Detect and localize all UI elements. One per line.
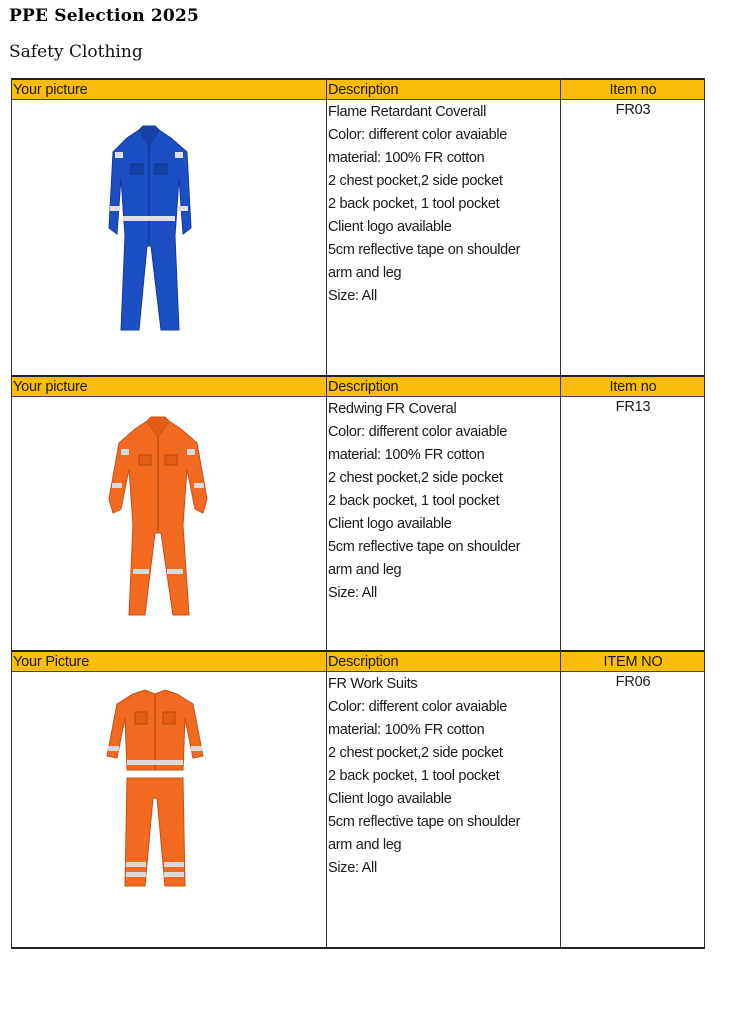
item-no-cell: FR03 [615,102,651,118]
description-line: Size: All [328,288,377,304]
product-section-fr03 [11,78,705,375]
table-header-row [11,650,705,672]
blue-coverall-icon [99,116,199,336]
description-line: Color: different color avaiable [328,424,508,440]
description-cell [328,398,558,605]
description-line: 2 back pocket, 1 tool pocket [328,196,500,212]
description-line: Size: All [328,585,377,601]
table-bottom-border [11,947,705,949]
orange-coverall-icon [103,409,213,621]
header-item-no: ITEM NO [603,654,663,670]
table-header-row [11,375,705,397]
description-line: material: 100% FR cotton [328,447,485,463]
document-subtitle: Safety Clothing [9,42,143,62]
description-line: 5cm reflective tape on shoulder [328,814,521,830]
header-picture: Your Picture [13,654,90,670]
description-cell [328,101,558,308]
header-description: Description [328,379,399,395]
description-line: Redwing FR Coveral [328,401,457,417]
description-line: 2 back pocket, 1 tool pocket [328,768,500,784]
table-row [11,100,705,375]
description-line: Size: All [328,860,377,876]
description-line: FR Work Suits [328,676,418,692]
description-line: 2 chest pocket,2 side pocket [328,173,503,189]
description-line: 5cm reflective tape on shoulder [328,242,521,258]
description-line: arm and leg [328,837,402,853]
table-header-row [11,78,705,100]
header-picture: Your picture [13,379,88,395]
description-line: material: 100% FR cotton [328,150,485,166]
description-line: Color: different color avaiable [328,699,508,715]
description-line: Color: different color avaiable [328,127,508,143]
description-line: 2 back pocket, 1 tool pocket [328,493,500,509]
description-line: 5cm reflective tape on shoulder [328,539,521,555]
product-section-fr06 [11,650,705,947]
header-description: Description [328,82,399,98]
header-picture: Your picture [13,82,88,98]
description-line: material: 100% FR cotton [328,722,485,738]
ppe-table [11,78,705,947]
header-description: Description [328,654,399,670]
description-line: arm and leg [328,265,402,281]
item-no-cell: FR06 [615,674,651,690]
description-line: 2 chest pocket,2 side pocket [328,470,503,486]
header-item-no: Item no [609,82,657,98]
description-cell [328,673,558,880]
item-no-cell: FR13 [615,399,651,415]
description-line: Client logo available [328,516,452,532]
description-line: arm and leg [328,562,402,578]
orange-work-suit-icon [103,686,207,892]
description-line: Client logo available [328,791,452,807]
description-line: 2 chest pocket,2 side pocket [328,745,503,761]
header-item-no: Item no [609,379,657,395]
description-line: Flame Retardant Coverall [328,104,487,120]
document-title: PPE Selection 2025 [9,6,200,26]
table-row [11,672,705,947]
description-line: Client logo available [328,219,452,235]
table-row [11,397,705,650]
product-section-fr13 [11,375,705,650]
